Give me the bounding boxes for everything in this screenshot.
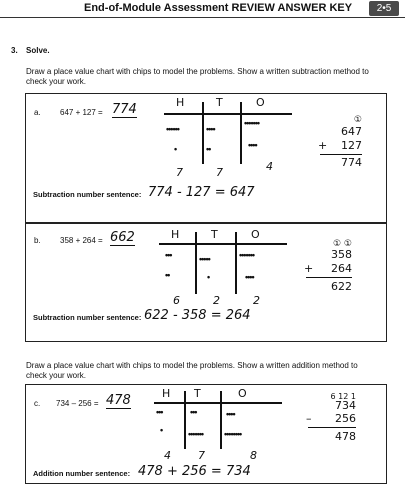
chips-tens-row2: •• [206, 144, 211, 154]
answer: 662 [110, 230, 135, 245]
tens-header: T [216, 96, 223, 109]
method-bottom: 264 [331, 262, 352, 275]
hundreds-header: H [162, 387, 171, 400]
hundreds-digit: 6 [173, 294, 180, 307]
module-badge: 2•5 [369, 1, 399, 16]
chips-tens-row1: •••• [206, 124, 215, 134]
chips-ones-row2: •••• [245, 272, 254, 282]
ones-digit: 4 [266, 160, 273, 173]
tens-digit: 7 [198, 449, 205, 462]
problem-box-a [25, 93, 387, 223]
sentence-label: Subtraction number sentence: [33, 313, 142, 322]
page-header [0, 0, 405, 18]
method-bottom: 127 [341, 139, 362, 152]
equation: 358 + 264 = [60, 236, 103, 245]
ones-digit: 2 [253, 294, 260, 307]
chart-rule [164, 113, 292, 115]
chips-ones-row1: •••• [226, 409, 235, 419]
item-letter: c. [34, 399, 41, 408]
chips-ones-row1: ••••••• [239, 250, 255, 260]
chart-divider [235, 232, 237, 294]
difference-line [308, 427, 356, 428]
chips-hundreds-row1: ••• [165, 250, 172, 260]
item-letter: b. [34, 236, 41, 245]
place-value-chart [164, 96, 294, 184]
method-operator: + [304, 262, 314, 275]
tens-header: T [194, 387, 201, 400]
hundreds-digit: 4 [164, 449, 171, 462]
place-value-chart [159, 228, 289, 312]
method-top: 647 [341, 125, 362, 138]
tens-digit: 2 [213, 294, 220, 307]
ones-header: O [238, 387, 247, 400]
method-result: 774 [341, 156, 362, 169]
ones-digit: 8 [250, 449, 257, 462]
chart-divider [184, 391, 186, 449]
chart-divider [240, 102, 242, 164]
chart-divider [202, 102, 204, 164]
chips-hundreds-row2: • [160, 425, 163, 435]
tens-header: T [211, 228, 218, 241]
written-method [306, 391, 362, 461]
method-result: 622 [331, 280, 352, 293]
method-top: 358 [331, 248, 352, 261]
chips-ones-row2: •••• [248, 140, 257, 150]
equation: 647 + 127 = [60, 108, 103, 117]
carry-mark: 6 12 1 [330, 392, 356, 401]
problem-verb: Solve. [26, 46, 50, 55]
chart-divider [195, 232, 197, 294]
chips-ones-row1: ••••••• [244, 118, 260, 128]
carry-mark: ① [353, 115, 362, 125]
problem-number: 3. [11, 46, 18, 55]
ones-header: O [251, 228, 260, 241]
method-operator: – [306, 412, 312, 425]
equation: 734 – 256 = [56, 399, 99, 408]
chips-tens-row2: ••••••• [188, 429, 204, 439]
chips-hundreds-row1: ••• [156, 407, 163, 417]
ones-header: O [256, 96, 265, 109]
part2-instructions: Draw a place value chart with chips to model the problems. Show a written addition method to check your work. [26, 361, 358, 380]
hundreds-header: H [176, 96, 185, 109]
number-sentence: 774 - 127 = 647 [148, 185, 255, 200]
sentence-label: Addition number sentence: [33, 469, 131, 478]
method-operator: + [318, 139, 328, 152]
header-divider [0, 17, 405, 18]
chart-divider [220, 391, 222, 449]
problem-box-b [25, 223, 387, 342]
sentence-label: Subtraction number sentence: [33, 190, 142, 199]
chips-tens-row2: • [207, 272, 210, 282]
sum-line [306, 277, 352, 278]
method-bottom: 256 [335, 412, 356, 425]
place-value-chart [154, 387, 284, 465]
hundreds-digit: 7 [176, 166, 183, 179]
chips-tens-row1: ••••• [199, 254, 210, 264]
chips-tens-row1: ••• [190, 407, 197, 417]
written-method [318, 114, 368, 184]
chips-hundreds-row2: •• [165, 270, 170, 280]
carry-mark: ① ① [333, 239, 352, 249]
part1-instructions: Draw a place value chart with chips to model the problems. Show a written subtraction method to check your work. [26, 67, 369, 86]
chips-hundreds-row2: • [174, 144, 177, 154]
hundreds-header: H [171, 228, 180, 241]
page-title: End-of-Module Assessment REVIEW ANSWER KEY [84, 2, 353, 14]
number-sentence: 478 + 256 = 734 [138, 464, 251, 479]
method-top: 734 [335, 399, 356, 412]
item-letter: a. [34, 108, 41, 117]
number-sentence: 622 - 358 = 264 [144, 308, 251, 323]
tens-digit: 7 [216, 166, 223, 179]
chips-hundreds-row1: •••••• [166, 124, 179, 134]
chips-ones-row2: •••••••• [224, 429, 242, 439]
answer: 478 [106, 393, 131, 408]
answer: 774 [112, 102, 137, 117]
chart-rule [154, 402, 282, 404]
sum-line [320, 154, 362, 155]
written-method [304, 238, 358, 308]
problem-box-c [25, 384, 387, 484]
chart-rule [159, 243, 287, 245]
method-result: 478 [335, 430, 356, 443]
